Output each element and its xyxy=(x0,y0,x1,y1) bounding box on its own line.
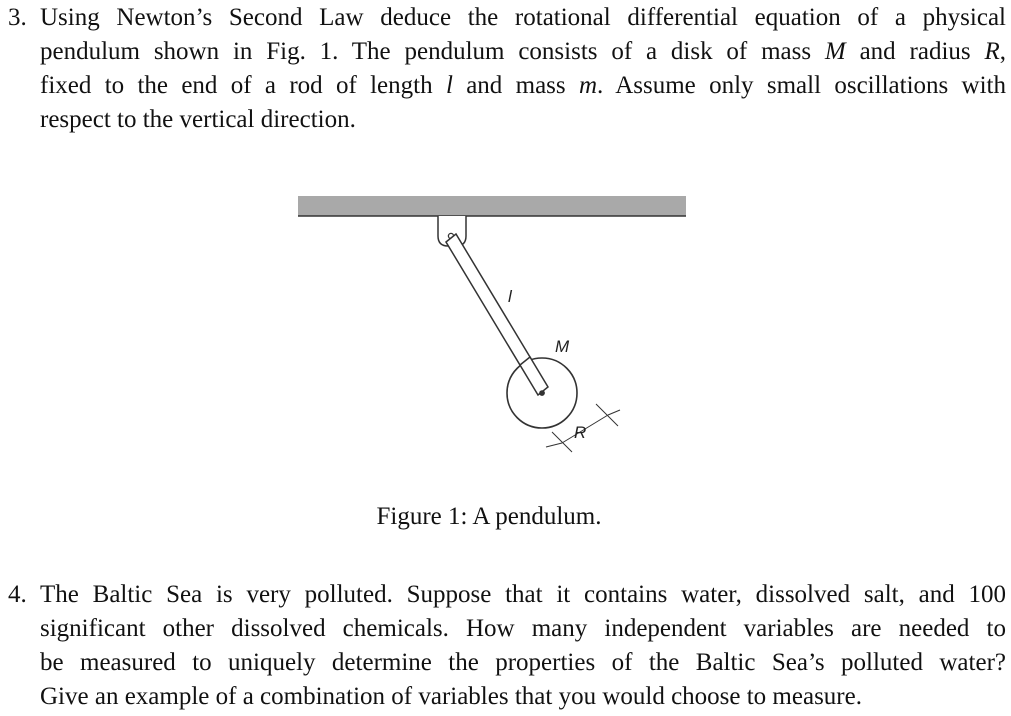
problem-number: 4. xyxy=(8,581,27,608)
problem-text-line: fixed to the end of a rod of length l and mass m. Assume only small oscillations with xyxy=(40,72,1007,99)
problem-text-line: The Baltic Sea is very polluted. Suppose that it contains water, dissolved salt, and 100 xyxy=(40,581,1006,608)
problem-text-line: respect to the vertical direction. xyxy=(40,106,356,133)
pendulum-figure xyxy=(290,190,700,460)
problem-text-line: significant other dissolved chemicals. How many independent variables are needed to xyxy=(40,615,1006,642)
disk-radius-label: R xyxy=(574,423,587,442)
disk-mass-label: M xyxy=(555,337,570,356)
problem-text-line: Using Newton’s Second Law deduce the rotational differential equation of a physical xyxy=(40,4,1006,31)
problem-number: 3. xyxy=(8,4,27,31)
ceiling-bar xyxy=(298,196,686,216)
problem-text-line: be measured to uniquely determine the properties of the Baltic Sea’s polluted water? xyxy=(40,649,1006,676)
problem-text-line: pendulum shown in Fig. 1. The pendulum consists of a disk of mass M and radius R, xyxy=(40,38,1006,65)
problem-text-line: Give an example of a combination of variables that you would choose to measure. xyxy=(40,683,862,710)
rod-length-label: l xyxy=(508,287,512,306)
figure-caption: Figure 1: A pendulum. xyxy=(376,503,602,530)
